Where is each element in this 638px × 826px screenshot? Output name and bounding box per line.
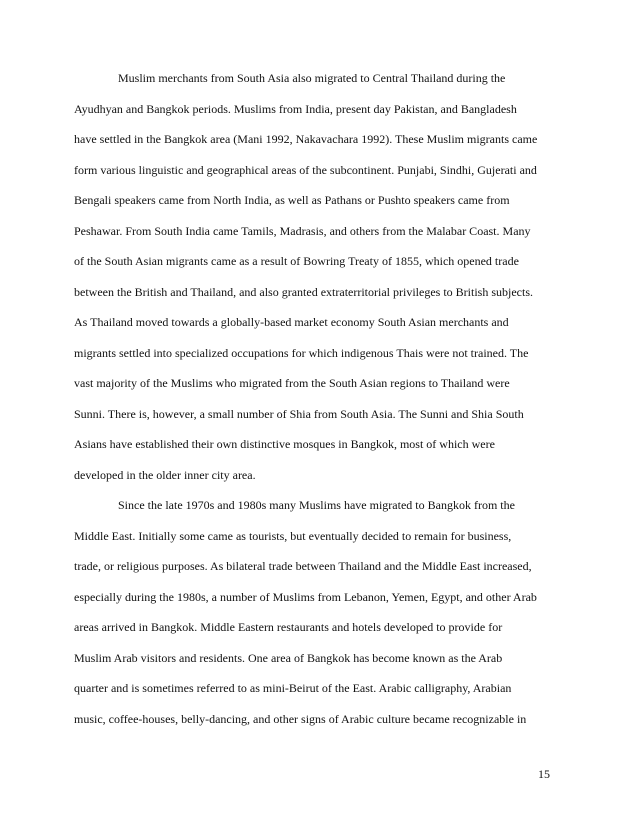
text-line: vast majority of the Muslims who migrated from the South Asian regions to Thailand were xyxy=(74,376,510,390)
text-line: form various linguistic and geographical areas of the subcontinent. Punjabi, Sindhi, Gujerati and xyxy=(74,162,537,177)
paragraph xyxy=(74,63,572,490)
page-number: 15 xyxy=(538,767,550,781)
text-line: Middle East. Initially some came as tourists, but eventually decided to remain for business, xyxy=(74,528,512,543)
text-line: Bengali speakers came from North India, as well as Pathans or Pushto speakers came from xyxy=(74,193,510,207)
text-line: Muslim Arab visitors and residents. One area of Bangkok has become known as the Arab xyxy=(74,650,503,665)
text-line: Peshawar. From South India came Tamils, Madrasis, and others from the Malabar Coast. Many xyxy=(74,223,531,238)
text-line: music, coffee-houses, belly-dancing, and other signs of Arabic culture became recognizable in xyxy=(74,711,527,726)
paragraph xyxy=(74,490,572,734)
text-line: of the South Asian migrants came as a result of Bowring Treaty of 1855, which opened trade xyxy=(74,254,519,268)
text-line: areas arrived in Bangkok. Middle Eastern restaurants and hotels developed to provide for xyxy=(74,620,503,634)
text-line: Since the late 1970s and 1980s many Muslims have migrated to Bangkok from the xyxy=(118,498,515,512)
text-line: migrants settled into specialized occupations for which indigenous Thais were not trained. The xyxy=(74,345,529,360)
text-line: Sunni. There is, however, a small number of Shia from South Asia. The Sunni and Shia South xyxy=(74,406,524,421)
text-line: especially during the 1980s, a number of Muslims from Lebanon, Yemen, Egypt, and other Arab xyxy=(74,589,537,604)
text-line: Muslim merchants from South Asia also migrated to Central Thailand during the xyxy=(118,71,506,85)
text-line: quarter and is sometimes referred to as mini-Beirut of the East. Arabic calligraphy, Arabian xyxy=(74,681,512,695)
text-line: Asians have established their own distinctive mosques in Bangkok, most of which were xyxy=(74,437,495,451)
text-line: As Thailand moved towards a globally-based market economy South Asian merchants and xyxy=(74,315,509,329)
body-text xyxy=(74,63,572,734)
text-line: have settled in the Bangkok area (Mani 1992, Nakavachara 1992). These Muslim migrants came xyxy=(74,132,538,146)
text-line: trade, or religious purposes. As bilateral trade between Thailand and the Middle East increased, xyxy=(74,559,532,573)
text-line: between the British and Thailand, and also granted extraterritorial privileges to British subjects. xyxy=(74,284,533,299)
text-line: Ayudhyan and Bangkok periods. Muslims from India, present day Pakistan, and Bangladesh xyxy=(74,101,517,116)
text-line: developed in the older inner city area. xyxy=(74,467,256,482)
